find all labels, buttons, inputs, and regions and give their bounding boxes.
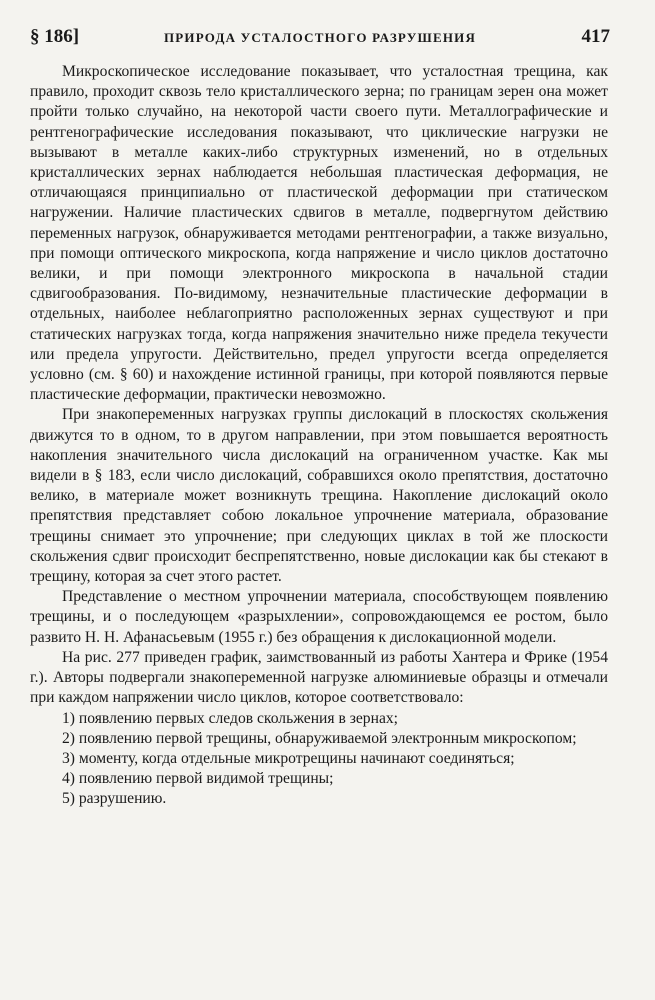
list-item: 3) моменту, когда отдельные микротрещины начинают соединяться; — [62, 749, 515, 767]
list-item: 1) появлению первых следов скольжения в зернах; — [62, 709, 398, 727]
section-number: § 186] — [30, 26, 80, 47]
page-body — [30, 62, 608, 810]
page-number: 417 — [581, 26, 610, 47]
paragraph-4: На рис. 277 приведен график, заимствованный из работы Хантера и Фрике (1954 г.). Авторы подвергали знакопеременной нагрузке алюминиевые образцы и отмечали при каждом напряжении число циклов, которое соответствовало: — [30, 648, 608, 707]
list-item: 2) появлению первой трещины, обнаруживаемой электронным микроскопом; — [62, 729, 577, 747]
paragraph-3: Представление о местном упрочнении материала, способствующем появлению трещины, и о последующем «разрыхлении», сопровождающемся ее ростом, было развито Н. Н. Афанасьевым (1955 г.) без обращения к дислокационной модели. — [30, 588, 608, 646]
paragraph-1: Микроскопическое исследование показывает, что усталостная трещина, как правило, проходит сквозь тело кристаллического зерна; по границам зерен она может пройти только случайно, на некоторой части своего пути. Металлографические и рентгенографические исследования показывают, что циклические нагрузки не вызывают в металле каких-либо структурных изменений, но в отдельных кристаллических зернах наблюдается небольшая пластическая деформация, не отличающаяся принципиально от пластической деформации при статическом нагружении. Наличие пластических сдвигов в металле, подвергнутом действию переменных нагрузок, обнаруживается методами рентгенографии, а также визуально, при помощи оптического микроскопа, когда напряжение и число циклов достаточно велики, и при помощи электронного микроскопа в начальной стадии сдвигообразования. По-видимому, незначительные пластические деформации в отдельных, наиболее неблагоприятно расположенных зернах существуют и при статических нагрузках тогда, когда напряжения значительно ниже предела текучести или предела упругости. Действительно, предел упругости всегда определяется условно (см. § 60) и нахождение истинной границы, при которой появляются первые пластические деформации, практически невозможно. — [30, 63, 608, 404]
running-title: ПРИРОДА УСТАЛОСТНОГО РАЗРУШЕНИЯ — [163, 30, 477, 45]
list-item: 5) разрушению. — [62, 790, 167, 808]
paragraph-2: При знакопеременных нагрузках группы дислокаций в плоскостях скольжения движутся то в одном, то в другом направлении, при этом повышается вероятность накопления значительного числа дислокаций на ограниченном участке. Как мы видели в § 183, если число дислокаций, собравшихся около препятствия, достаточно велико, в материале может возникнуть трещина. Накопление дислокаций около препятствия представляет собою локальное упрочнение материала, образование трещины снимает это упрочнение; при следующих циклах в той же плоскости скольжения сдвиг происходит беспрепятственно, новые дислокации как бы стекают в трещину, которая за счет этого растет. — [30, 406, 608, 586]
list-item: 4) появлению первой видимой трещины; — [62, 770, 334, 788]
running-header — [30, 26, 610, 50]
